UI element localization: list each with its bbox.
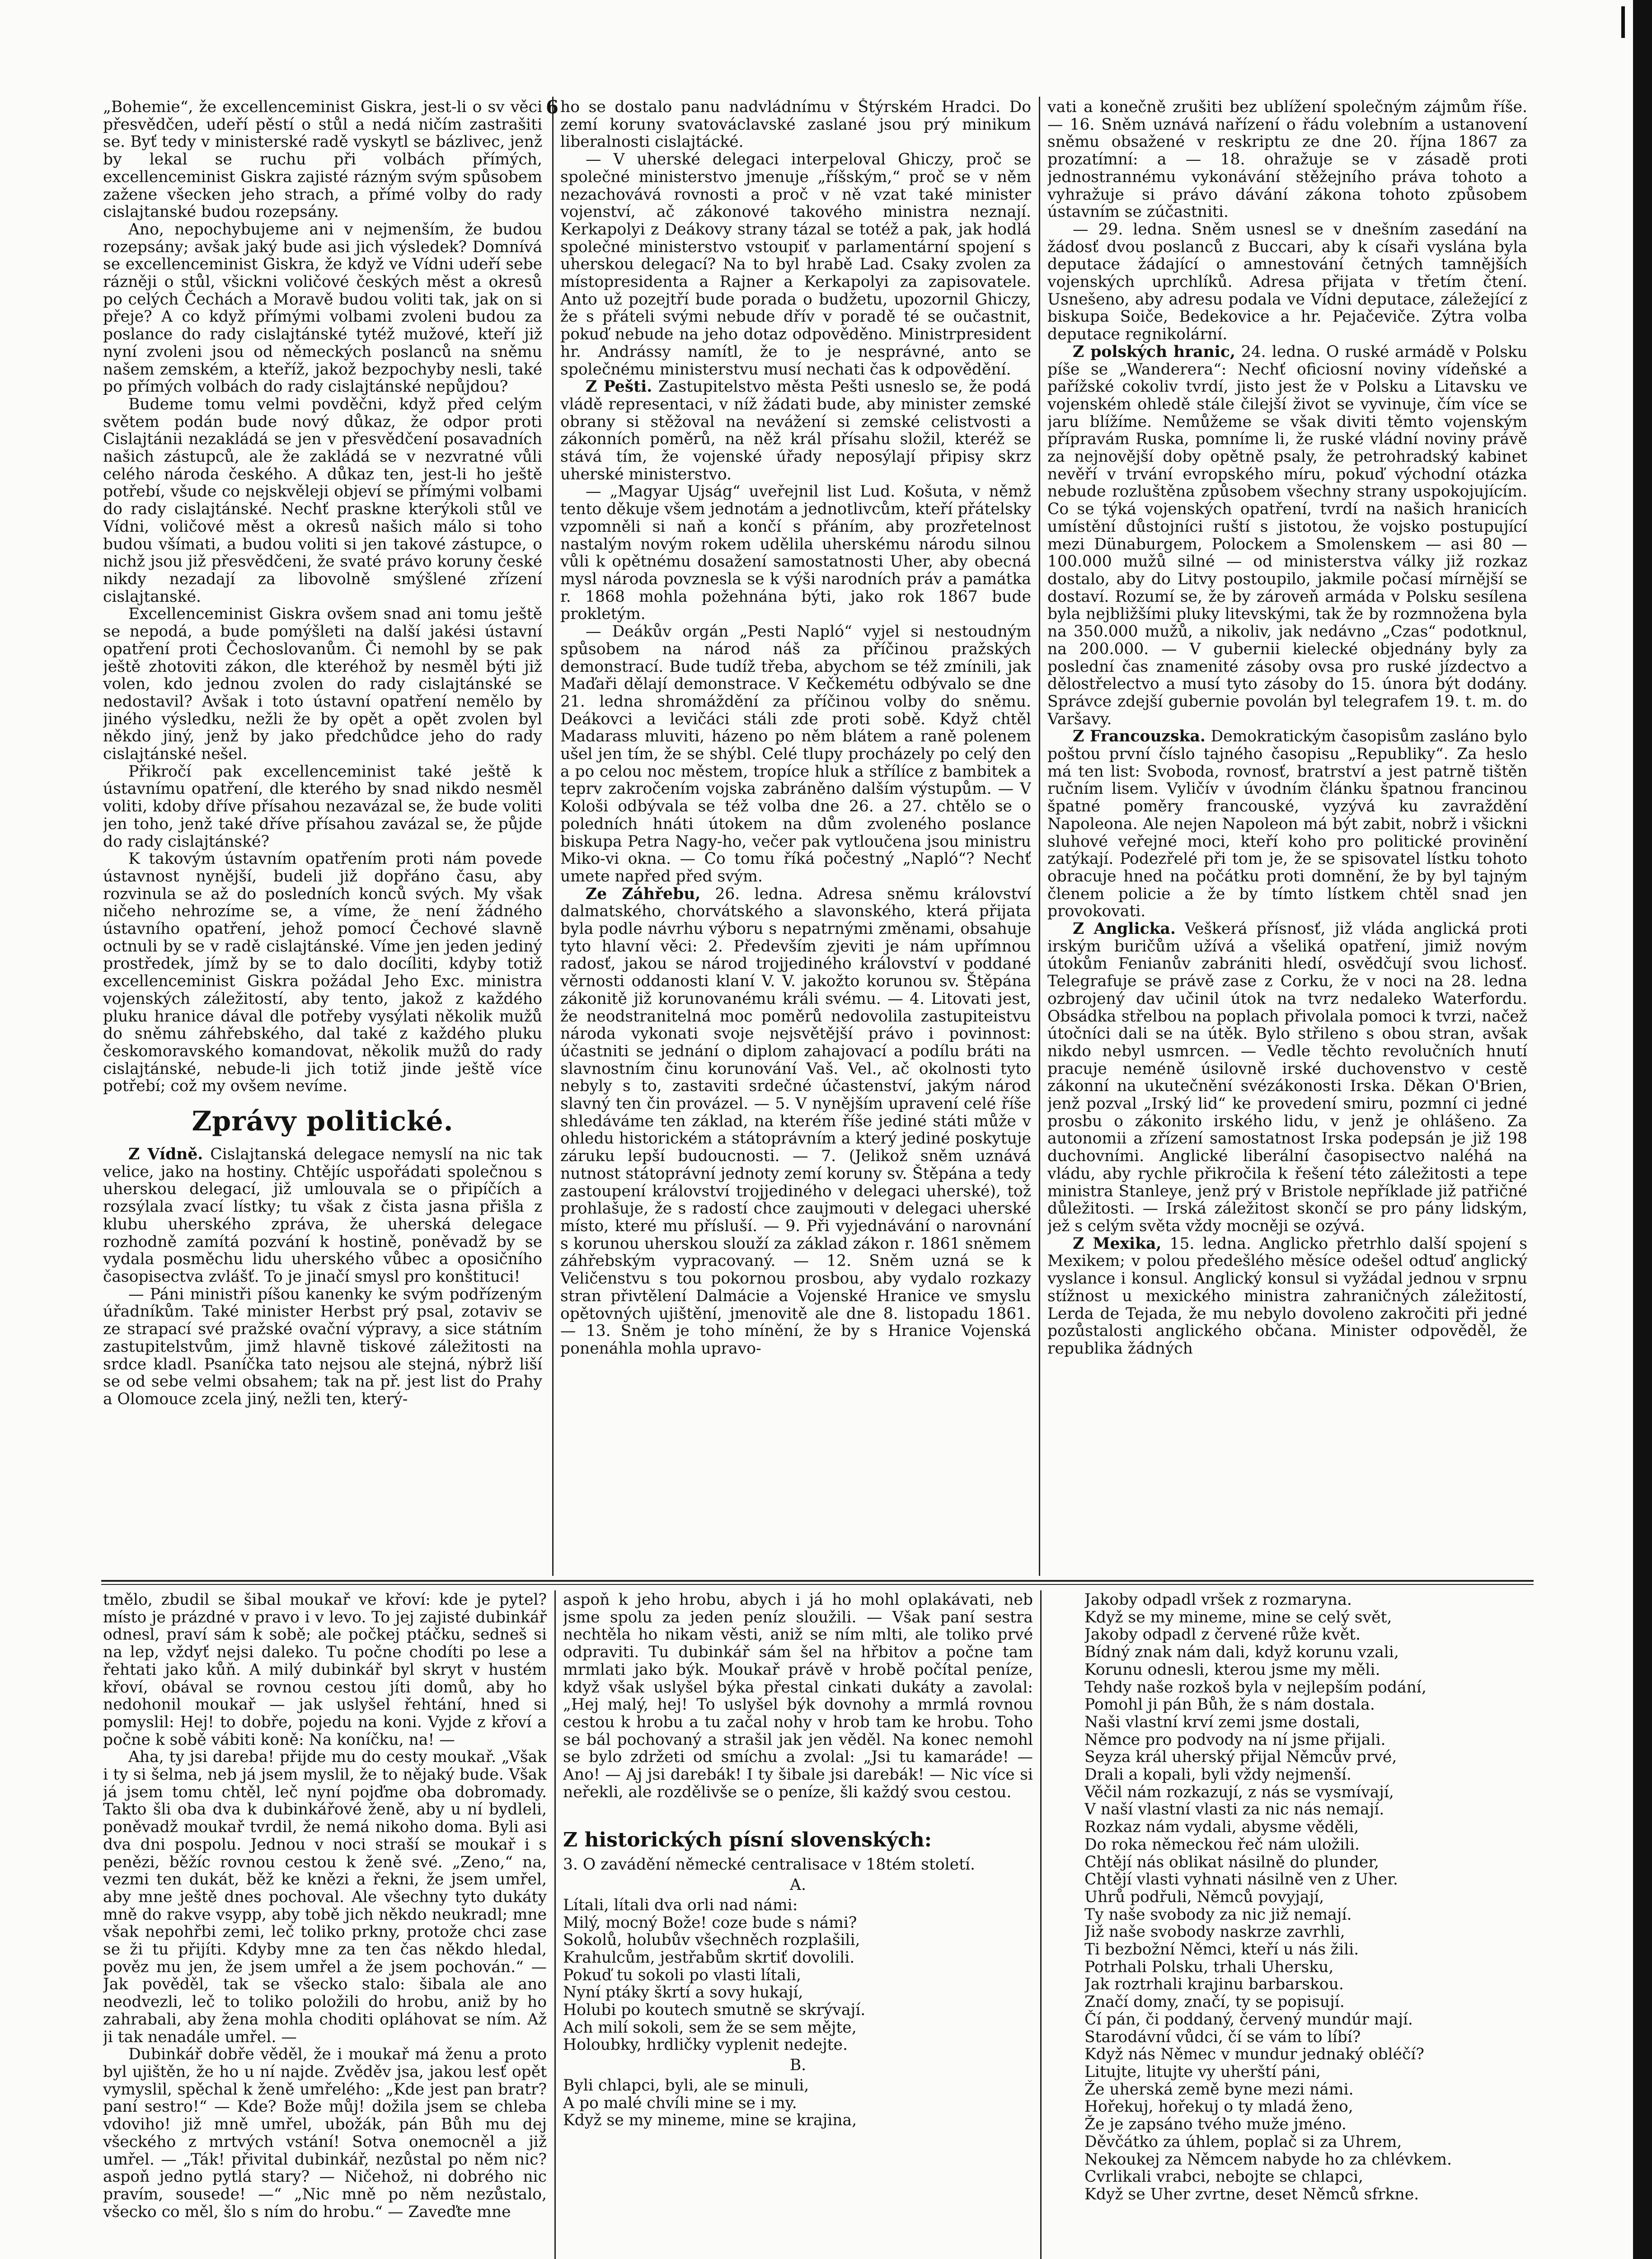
- news-item: [1047, 221, 1527, 343]
- poem-line: Tehdy naše rozkoš byla v nejlepším podání,: [1084, 1678, 1427, 1697]
- poem-line: Když nás Němec v mundur jednaký obléčí?: [1084, 2045, 1424, 2064]
- scan-notch: [1621, 6, 1625, 38]
- news-lead: Z Francouzska.: [1073, 727, 1206, 746]
- stanza-label: A.: [790, 1876, 806, 1894]
- poem-line: Chtějí nás oblikat násilně do plunder,: [1084, 1853, 1379, 1871]
- news-text: 15. ledna. Anglicko přetrhlo další spojení s Mexikem; v polou předešlého měsíce odešel odtuď anglický vyslance i konsul. Anglický konsul si vyžádal jednou v srpnu stížnost u mexického ministra zahraničných záležitostí, Lerda de Tejada, že mu nebylo dovoleno zakročiti při jedné pozůstalosti anglického občana. Minister odpověděl, že republika žádných: [1047, 1234, 1527, 1358]
- stanza-lines: [563, 2077, 1033, 2129]
- poem-line: Děvčátko za úhlem, poplač si za Uhrem,: [1084, 2132, 1402, 2151]
- news-text: Zastupitelstvo města Pešti usneslo se, že podá vládě representaci, v níž žádati bude, aby minister zemské obrany si stěžoval na nevážení si zemské celistvosti a zákonních poměrů, na něž král přísahu složil, kteréž se stává tím, že vojenské úřady neposýlají připisy skrz uherské ministerstvo.: [560, 378, 1031, 483]
- news-text: vati a konečně zrušiti bez ublížení společným zájmům říše. — 16. Sněm uznává nařízení o řádu volebním a ustanovení sněmu obsažené v reskriptu ze dne 20. října 1867 za prozatímní: a — 18. ohražuje se v zásadě proti jednostrannému vykonávání stěžejního práva tohoto a vyhražuje si právo dávání zákona tohoto způsobem ústavním se zúčastniti.: [1047, 98, 1527, 221]
- poem-line: Ti bezbožní Němci, kteří u nás žili.: [1084, 1940, 1359, 1959]
- stanza-label: B.: [789, 2056, 807, 2075]
- poem-line: Jak roztrhali krajinu barbarskou.: [1084, 1975, 1344, 1994]
- news-text: — Deákův orgán „Pesti Napló“ vyjel si nestoudným spůsobem na národ náš za příčinou pražských demonstrací. Bude tudíž třeba, abychom se též zmínili, jak Maďaři dělají demonstrace. V Kečkemétu odbývalo se dne 21. ledna shromáždění za příčinou volby do sněmu. Deákovci a levičáci stáli zde proti sobě. Když chtěl Madarass mluviti, házeno po něm blátem a raně polenem ušel jen tím, že se shýbl. Celé tlupy procházely po celý den a po celou noc městem, tropíce hluk a střílíce z bambitek a teprv zakročením vojska zabráněno dalším výstupům. — V Kološi odbývala se též volba dne 26. a 27. chtělo se o poledních hnáti útokem na dům zvoleného poslance biskupa Petra Nagy-ho, večer pak vytloučena jsou ministru Miko-vi okna. — Co tomu říká počestný „Napló“? Nechť umete napřed před svým.: [560, 623, 1031, 886]
- poem-line: Když se Uher zvrtne, deset Němců sfrkne.: [1084, 2185, 1419, 2203]
- news-item: [1047, 1235, 1527, 1358]
- poem-line: Lítali, lítali dva orli nad námi:: [563, 1896, 798, 1914]
- news-lead: Z Anglicka.: [1073, 920, 1176, 938]
- paragraph: K takovým ústavním opatřením proti nám povede ústavnost nynější, budeli již dopřáno času, aby rozvinula se až do posledních konců svých. My však ničeho nehrozíme se, a víme, že není žádného ústavního opatření, jehož pomocí Čechové slavně octnuli by se v radě cislajtánské. Víme jen jeden jediný prostředek, jímž by se to dalo docíliti, kdyby totiž excellenceminist Giskra požádal Jeho Exc. ministra vojenských záležitostí, aby tento, jakož z každého pluku hranice dával dle potřeby vysýlati několik mužů do sněmu záhřebského, dal také z každého pluku českomoravského komandovat, několik mužů do rady cislajtánské, nebude-li jich totiž jinde ještě více potřebí; což my ovšem nevíme.: [103, 850, 542, 1096]
- paragraph: tmělo, zbudil se šibal moukař ve křoví: kde je pytel? místo je prázdné v pravo i v levo. To jej zajisté dubinkář odnesl, praví sám k sobě; ale počkej ptáčku, sedneš si na lep, vždyť nejsi daleko. Tu počne chodíti po lese a řehtati jako kůň. A milý dubinkář byl skryt v hustém křoví, obával se rovnou cestou jíti domů, aby ho nedohonil moukař — jak uslyšel řehtání, hned si pomyslil: Hej! to dobře, pojedu na koni. Vyjde z křoví a počne k sobě vábiti koně: Na koníčku, na! —: [103, 1591, 547, 1749]
- song-intro: 3. O zavádění německé centralisace v 18tém století.: [563, 1856, 975, 1874]
- poem-line: Krahulcům, jestřabům skrtiť dovolili.: [563, 1948, 855, 1967]
- paragraph: Excellenceminist Giskra ovšem snad ani tomu ještě se nepodá, a bude pomýšleti na další jakési ústavní opatření proti Čechoslovanům. Či nemohl by se pak ještě zhotoviti zákon, dle kteréhož by nesměl býti již volen, kdo jednou zvolen do rady cislajtánské se nedostavil? Avšak i toto ústavní opatření nemělo by jiného výsledku, nežli že by opět a opět zvolen byl někdo jiný, jenž by jako předchůdce jeho do rady cislajtánské nešel.: [103, 605, 542, 764]
- poem-line: Starodávní vůdci, čí se vám to líbí?: [1084, 2028, 1361, 2046]
- poem-line: Uhrů podřuli, Němců povyjají,: [1084, 1888, 1324, 1906]
- poem-line: Že uherská země byne mezi námi.: [1084, 2080, 1354, 2099]
- poem-line: Ach milí sokoli, sem že se sem mějte,: [563, 2018, 857, 2037]
- column-3: [1047, 98, 1527, 1575]
- poem-line: Holubi po koutech smutně se skrývají.: [563, 2001, 866, 2020]
- page-mark: 6: [546, 97, 558, 118]
- paragraph: Ano, nepochybujeme ani v nejmenším, že budou rozepsány; avšak jaký bude asi jich výsledek? Domnívá se excellenceminist Giskra, že když ve Vídni udeří sebe rázněji o stůl, všickni voličové českých měst a okresů po celých Čechách a Moravě budou voliti tak, jak on si přeje? A co když přímými volbami zvoleni budou za poslance do rady cislajtánské tytéž mužové, kteří již nyní zvoleni jsou od německých poslanců na sněmu našem zemském, a kteříž, jakož bezpochyby nesli, také po přímých volbách do rady cislajtánské nepůjdou?: [103, 220, 542, 396]
- news-item: [1047, 920, 1527, 1235]
- poem-line: Pomohl ji pán Bůh, že s nám dostala.: [1084, 1696, 1375, 1714]
- feuilleton-column-1: [103, 1591, 547, 2259]
- poem-line: Potrhali Polsku, trhali Uhersku,: [1084, 1958, 1334, 1976]
- news-item: [103, 1146, 542, 1286]
- news-item: [560, 98, 1031, 151]
- column-rule: [552, 97, 554, 1576]
- column-2: [560, 98, 1031, 1575]
- news-lead: Ze Záhřebu,: [586, 885, 701, 903]
- paragraph: aspoň k jeho hrobu, abych i já ho mohl oplakávati, neb jsme spolu za jeden peníz sloužili. — Však paní sestra nechtěla ho nikam věsti, aniž se ním mlti, ale toliko prvé odpraviti. Tu dubinkář sám šel na hřbitov a počne tam mrmlati jako býk. Moukař právě v hrobě počítal peníze, když však uslyšel býka přestal cinkati dukáty a zavolal: „Hej malý, hej! To uslyšel býk dovnohy a mrmlá rovnou cestou k hrobu a tu začal nohy v hrob tam ke hrobu. Toho se bál pochovaný a strašil jak jen věděl. Na konec nemohl se bylo zdržeti od smíchu a zvolal: „Jsi tu kamaráde! — Ano! — Aj jsi darebák! I ty šibale jsi darebák! — Nic více si neřekli, ale rozdělivše se o peníze, šli každý svou cestou.: [563, 1591, 1033, 1801]
- poem-line: Značí domy, značí, ty se popisují.: [1084, 1993, 1345, 2011]
- paragraph: Aha, ty jsi dareba! přijde mu do cesty moukař. „Však i ty si šelma, neb já jsem myslil, že to nějaký bude. Však já jsem tomu chtěl, leč nyní pojďme oba dobromady. Takto šli oba dva k dubinkářové ženě, aby u ní bydleli, poněvadž moukař tvrdil, že nemá nikoho doma. Byli asi dva dni pospolu. Jednou v noci straší se moukař i s penězi, běžíc rovnou cestou k ženě své. „Zeno,“ na, vezmi ten dukát, běž ke knězi a řekni, že jsem umřel, aby mne ještě dnes pochoval. Ale všechny tyto dukáty mně do rakve vsypp, aby tobě jich někdo neukradl; mne však nepohřbi zemi, leč toliko prkny, protože chci zase se ži tu přijíti. Kdyby mne za ten čas někdo hledal, pověz mu jen, že jsem umřel a že jsem pochován.“ — Jak pověděl, tak se všecko stalo: šibala ale ano neodvezli, leč to toliko položili do hrobu, aniž by ho zahrabali, aby žena mohla choditi opláhovat se ním. Až ji tak nenadále umřel. —: [103, 1748, 547, 2046]
- news-lead: Z polských hranic,: [1073, 342, 1235, 361]
- news-item: [1047, 728, 1527, 920]
- paragraph: Přikročí pak excellenceminist také ještě k ústavnímu opatření, dle kterého by snad nikdo nesměl voliti, kdoby dříve přísahou nezavázal se, že bude voliti jen toho, jenž také dříve přísahou zavázal se, že půjde do rady cislajtánské?: [103, 762, 542, 851]
- poem-line: Milý, mocný Bože! coze bude s námi?: [563, 1913, 857, 1932]
- poem-line: Již naše svobody naskrze zavrhli,: [1084, 1923, 1345, 1941]
- news-item: [1047, 343, 1527, 728]
- news-text: Veškerá přísnosť, již vláda anglická proti irským buričům užívá a všeliká opatření, jimiž novým útokům Fenianův zabrániti hledí, osvědčují svou lichosť. Telegrafuje se právě zase z Corku, že v noci na 28. ledna ozbrojený dav učinil útok na tvrz nedaleko Waterfordu. Obsádka střelbou na poplach přivolala pomoci k tvrzi, načež útočníci dali se na útěk. Bylo střileno s obou stran, avšak nikdo nebyl usmrcen. — Vedle těchto revolučních hnutí pracuje neméně úsilovně irské duchovenstvo v cestě zákonní na ukutečnění svézákonosti Irska. Děkan O'Brien, jenž pozval „Irský lid“ ke provedení smiru, pozmní ci jedné prosbu o zákonito irského lidu, v jenž je ohlášeno. Za autonomii a zřízení samostatnost Irska podepsán je již 198 duchovními. Anglické liberální časopisectvo naléhá na vládu, aby rychle přikročila k řešení této záležitosti a tepe ministra Stanleye, jenž prý v Bristole nepříklade již patřičné důležitosti. — Irská záležitost skončí se pro pány lidským, jež s celým světa vždy mocněji se ozývá.: [1047, 920, 1527, 1235]
- news-text: 26. ledna. Adresa sněmu království dalmatského, chorvátského a slavonského, která přijata byla podle návrhu výboru s nepatrnými změnami, obsahuje tyto hlavní věci: 2. Především zjeviti je nám upřímnou radosť, jakou se národ trojjediného království v poddané věrnosti oddanosti klaní V. V. jakožto korunou sv. Štěpána zákonitě již korunovanému králi svému. — 4. Litovati jest, že neodstranitelná moc poměrů nedovolila zastupiteistvu národa vykonati svoje nejsvětější právo i povinnost: účastniti se jednání o diplom zahajovací a podílu bráti na slavnostním činu korunování Vaš. Vel., ač okolnosti tyto nebyly s to, zastaviti srdečné účastenství, jakým národ slavný ten čin provázel. — 5. V nynějším upravení celé říše shledáváme ten základ, na kterém říše jediné státi může v ohledu historickém a státoprávním a který jediné poskytuje záruku lepší budoucnosti. — 7. (Jelikož sněm uznává nutnost státoprávní jednoty zemí koruny sv. Štěpána a tedy zastoupení království trojjediného v delegaci uherské), tož prohlašuje, že s radostí chce zaujmouti v delegaci uherské místo, které mu přísluší. — 9. Při vyjednávání o narovnání s korunou uherskou slouží za základ zákon r. 1861 sněmem záhřebským vypracovaný. — 12. Sněm uzná se k Veličenstvu s tou pokornou prosbou, aby vydalo rozkazy stran přivtělení Dalmácie a Vojenské Hranice ve smyslu opětovných ujištění, jmenovitě ale dne 8. listopadu 1861. — 13. Sněm je toho mínění, že by s Hranice Vojenská ponenáhla mohla upravo-: [560, 885, 1031, 1358]
- column-rule: [1039, 97, 1040, 1576]
- poem-line: Čí pán, či poddaný, červený mundúr mají.: [1084, 2010, 1413, 2029]
- news-text: Demokratickým časopisům zasláno bylo poštou první číslo tajného časopisu „Republiky“. Za heslo má ten list: Svoboda, rovnosť, bratrství a jest patrně tištěn ručním lisem. Vyličív v úvodním článku špatnou francinou špatné poměry francouské, vyzývá ku zavraždění Napoleona. Ale nejen Napoleon má být zabit, nobrž i všickni sluhové veřejné moci, kteří koho pro politické provinění zatýkají. Podezřelé při tom je, že se spisovatel lístku tohoto obracuje hned na počátku proti domnění, že by byl tajným členem policie a že by tímto lístkem chtěl snad jen provokovati.: [1047, 727, 1527, 921]
- poem-line: Nyní ptáky škrtí a sovy hukají,: [563, 1983, 803, 2002]
- poem-line: V naší vlastní vlasti za nic nás nemají.: [1084, 1800, 1384, 1819]
- section-heading-songs: Z historických písní slovenských:: [563, 1828, 932, 1852]
- poem-line: Ty naše svobody za nic již nemají.: [1084, 1905, 1352, 1924]
- stanza-lines: [1084, 1591, 1527, 2203]
- poem-line: Že je zapsáno tvého muže jméno.: [1084, 2115, 1347, 2134]
- news-text: — Páni ministři píšou kanenky ke svým podřízeným úřadníkům. Také minister Herbst prý psal, zotaviv se ze strapací své pražské ovační výpravy, a sice státním zastupitelstvům, jimž hlavně tiskové záležitosti na srdce kladl. Psaníčka tato nejsou ale stejná, nýbrž liší se od sebe velmi obsahem; tak na př. jest list do Prahy a Olomouce zcela jiný, nežli ten, který-: [103, 1285, 542, 1408]
- news-item: [103, 1286, 542, 1408]
- column-rule: [1040, 1590, 1042, 2259]
- poem-line: Sokolů, holubův všechněch rozplašili,: [563, 1931, 860, 1950]
- poem-line: Naši vlastní krví zemi jsme dostali,: [1084, 1713, 1361, 1731]
- poem-line: Věčil nám rozkazují, z nás se vysmívají,: [1084, 1783, 1394, 1801]
- news-text: — „Magyar Ujság“ uveřejnil list Lud. Košuta, v němž tento děkuje všem jednotám a jednotlivcům, kteří přátelsky vzpomněli si naň a končí s přáním, aby prozřetelnost nastalým novým rokem udělila uherskému národu silnou vůli k opětnému dosažení samostatnosti Uher, aby obecná mysl národa povznesla se k výši narodních práv a památka r. 1868 mohla požehnána býti, jako rok 1867 bude prokletým.: [560, 483, 1031, 623]
- news-text: — V uherské delegaci interpeloval Ghiczy, proč se společné ministerstvo jmenuje „říšským,“ proč se v něm nezachovává rovnosti a proč v ně vzat také minister vojenství, ač zákonové takového ministra neznají. Kerkapolyi z Deákovy strany tázal se totéž a pak, jak hodlá společné ministerstvo vstoupiť v parlamentární spojení s uherskou delegací? Na to byl hrabě Lad. Csaky zvolen za místopresidenta a Rajner a Kerkapolyi za zapisovatele. Anto už pozejtří bude porada o budžetu, upozornil Ghiczy, že s přáteli svými nebude dřív v poradě té se oučastnit, pokuď nebude na jeho dotaz odpověděno. Ministrpresident hr. Andrássy namítl, že to je nesprávné, anto se společnému ministerstvu musí nechati čas k odpovědění.: [560, 150, 1031, 379]
- feuilleton-rule: [101, 1584, 1534, 1585]
- poem-line: A po malé chvíli mine se i my.: [563, 2094, 797, 2112]
- poem-line: Byli chlapci, byli, ale se minuli,: [563, 2076, 809, 2095]
- poem-line: Drali a kopali, byli vždy nejmenší.: [1084, 1766, 1352, 1784]
- news-lead: Z Pešti.: [586, 378, 652, 396]
- news-lead: Z Vídně.: [128, 1145, 203, 1164]
- paragraph: Budeme tomu velmi povděčni, když před celým světem podán bude nový důkaz, že odpor proti Cislajtánii nezakládá se jen v přesvědčení posavadních našich zástupců, ale že zakládá se v nezvratné vůli celého národa českého. A důkaz ten, jest-li ho ještě potřebí, všude co nejskvěleji objeví se přímými volbami do rady cislajtánské. Nechť praskne kterýkoli stůl ve Vídni, voličové měst a okresů našich málo si toho budou všímati, a budou voliti si jen takové zástupce, o nichž jsou již přesvědčeni, že svaté právo koruny české nikdy nezadají za libovolně smýšlené zřízení cislajtanské.: [103, 395, 542, 606]
- news-item: [1047, 98, 1527, 221]
- poem-line: Pokuď tu sokoli po vlasti lítali,: [563, 1966, 802, 1984]
- feuilleton-column-3: [1084, 1591, 1527, 2259]
- news-text: 24. ledna. O ruské armádě v Polsku píše se „Wanderera“: Nechť oficiosní noviny vídeňské a pařížské cokoliv tvrdí, jisto jest že v Polsku a Litavsku ve vojenském ohledě stále čilejší život se vyvinuje, čím více se jaru blížíme. Nemůžeme se však diviti těmto vojenským přípravám Ruska, pomníme li, že ruské vládní noviny právě za nejnovější doby opětně psaly, že petrohradský kabinet nevěří v trvání evropského míru, pokuď východní otázka nebude rozluštěna způsobem všechny strany uspokojujícím. Co se týká vojenských opatření, tvrdí na našich hranicích umístění důstojníci ruští s jistotou, že vojsko postupující mezi Dünaburgem, Polockem a Smolenskem — asi 80 — 100.000 mužů silné — od ministerstva války již rozkaz dostalo, aby do Litvy postoupilo, jakmile počasí mírnější se dostaví. Rozumí se, že by zároveň armáda v Polsku sesílena byla nejbližšími pluky litevskými, tak že by rozmnožena byla na 350.000 mužů, a nikoliv, jak nedávno „Czas“ podotknul, na 200.000. — V gubernii kielecké objednány byly za poslední čas znamenité zásoby ovsa pro ruské jízdectvo a dělostřelectvo a musí tyto zásoby do 15. února být dodány. Správce zdejší gubernie povolán byl telegrafem 19. t. m. do Varšavy.: [1047, 342, 1527, 728]
- poem-line: Nekoukej za Němcem nabyde ho za chlévkem.: [1084, 2150, 1452, 2169]
- feuilleton-column-2: [563, 1591, 1033, 2259]
- news-text: Cislajtanská delegace nemyslí na nic tak velice, jako na hostiny. Chtějíc uspořádati společnou s uherskou delegací, již umlouvala se o připíčích a rozsýlala zvací lístky; tu však z čista jasna přišla z klubu uherského zpráva, že uherská delegace rozhodně zamítá pozvání k hostině, poněvadž by se vydala posměchu lidu uherského vůbec a oposičního časopisectva zvlášť. To je jinačí smysl pro konštituci!: [103, 1145, 542, 1286]
- poem-line: Bídný znak nám dali, když korunu vzali,: [1084, 1643, 1399, 1662]
- poem-a: [563, 1876, 1033, 2129]
- news-item: [560, 483, 1031, 623]
- poem-line: Jakoby odpadl z červené růže květ.: [1084, 1626, 1361, 1644]
- scan-edge: [1633, 0, 1652, 2259]
- news-text: ho se dostalo panu nadvládnímu v Štýrském Hradci. Do zemí koruny svatováclavské zaslané jsou prý minikum liberalnosti cislajtácké.: [560, 98, 1031, 151]
- news-item: [560, 623, 1031, 886]
- poem-line: Holoubky, hrdličky vyplenit nedejte.: [563, 2036, 848, 2054]
- poem-line: Jakoby odpadl vršek z rozmaryna.: [1084, 1591, 1352, 1609]
- poem-line: Když se my mineme, mine se krajina,: [563, 2111, 857, 2130]
- column-rule: [554, 1590, 556, 2259]
- poem-line: Němce pro podvody na ní jsme přijali.: [1084, 1730, 1386, 1749]
- poem-line: Seyza král uherský přijal Němcův prvé,: [1084, 1748, 1397, 1767]
- poem-line: Cvrlikali vrabci, nebojte se chlapci,: [1084, 2168, 1363, 2186]
- poem-line: Když se my mineme, mine se celý svět,: [1084, 1608, 1392, 1626]
- section-heading-politics: Zprávy politické.: [192, 1106, 454, 1138]
- poem-line: Hořekuj, hořekuj o ty mladá ženo,: [1084, 2098, 1353, 2116]
- news-item: [560, 378, 1031, 483]
- stanza-lines: [563, 1897, 1033, 2054]
- news-item: [560, 886, 1031, 1358]
- paragraph: Dubinkář dobře věděl, že i moukař má ženu a proto byl ujištěn, že ho u ní najde. Zvěděv jsa, jakou lesť opět vymyslil, spěchal k ženě umřelého: „Kde jest pan bratr? paní sestro!“ — Kde? Bože můj! dožila jsem se chleba vdoviho! již mně umřel, ubožák, pán Bůh mu dej všeckého z mrtvých vstání! Sotva onemocněl a již umřel. — „Ták! přivital dubinkář, nezůstal po něm nic? aspoň jedno pytlá stary? — Ničehož, ni dobrého nic pravím, sousede! —“ „Nic mně po něm nezůstalo, všecko co měl, šlo s ním do hrobu.“ — Zaveďte mne: [103, 2045, 547, 2221]
- paragraph: „Bohemie“, že excellenceminist Giskra, jest-li o sv věci přesvědčen, udeří pěstí o stůl a nedá ničím zastrašiti se. Byť tedy v ministerské radě vyskytl se bázlivec, jenž by lekal se ruchu při volbách přímých, excellenceminist Giskra zajisté rázným svým spůsobem zažene všecken jeho strach, a přímé volby do rady cislajtanské budou rozepsány.: [103, 98, 542, 221]
- news-lead: Z Mexika,: [1073, 1234, 1162, 1253]
- poem-line: Rozkaz nám vydali, abysme věděli,: [1084, 1818, 1359, 1837]
- poem-line: Korunu odnesli, kterou jsme my měli.: [1084, 1660, 1380, 1679]
- feuilleton-rule: [101, 1580, 1534, 1582]
- column-1: [103, 98, 542, 1575]
- poem-line: Do roka německou řeč nám uložili.: [1084, 1835, 1360, 1854]
- news-text: — 29. ledna. Sněm usnesl se v dnešním zasedání na žádosť dvou poslanců z Buccari, aby k císaři vyslána byla deputace žádající o amnestování četných tamnějších vojenských uprchlíků. Adresa přijata v třetím čtení. Usnešeno, aby adresu podala ve Vídni deputace, záležející z biskupa Soiče, Bedekovice a hr. Pejačeviče. Zýtra volba deputace regnikolární.: [1047, 220, 1527, 344]
- poem-line: Litujte, litujte vy uherští páni,: [1084, 2062, 1321, 2081]
- poem-line: Chtějí vlasti vyhnati násilně ven z Uher.: [1084, 1870, 1398, 1889]
- news-item: [560, 151, 1031, 378]
